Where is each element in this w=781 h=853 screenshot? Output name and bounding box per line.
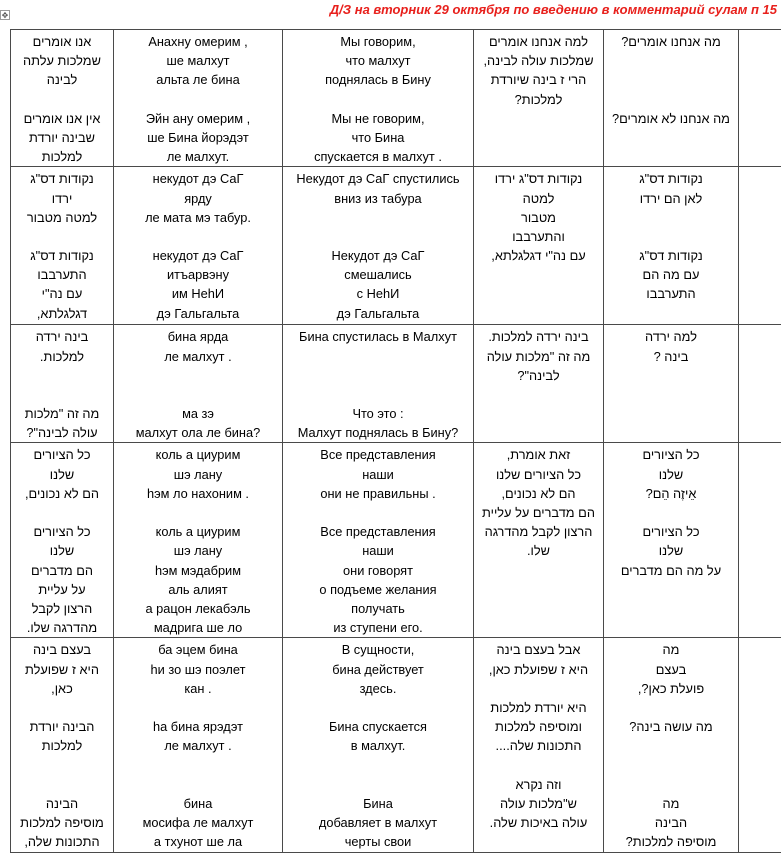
cell-line (13, 775, 111, 794)
cell-line: כל הציורים שלנו (476, 465, 601, 484)
cell-line: נקודות דס"ג (13, 169, 111, 188)
cell-line: смешались (285, 265, 471, 284)
transliteration-cell[interactable] (114, 30, 283, 167)
cell-line (116, 227, 280, 246)
cell-line: התכונות שלה, (13, 832, 111, 851)
cell-line (285, 227, 471, 246)
cell-line: שמלכות עלתה (13, 51, 111, 70)
transliteration-cell[interactable] (114, 443, 283, 638)
page-title: Д/З на вторник 29 октября по введению в комментарий сулам п 15 (330, 2, 777, 17)
cell-line (606, 70, 736, 89)
cell-line: hэм мэдабрим (116, 561, 280, 580)
cell-line: לבינה (13, 70, 111, 89)
cell-line: Эйн ану омерим , (116, 109, 280, 128)
cell-line: им НеһИ (116, 284, 280, 303)
cell-line: הם מדברים (13, 561, 111, 580)
table-row (11, 167, 781, 325)
cell-line (13, 503, 111, 522)
cell-line: נקודות דס"ג (13, 246, 111, 265)
cell-line (13, 385, 111, 404)
cell-line: Мы не говорим, (285, 109, 471, 128)
hebrew-answer-cell[interactable] (474, 638, 604, 852)
cell-line (13, 366, 111, 385)
question-cell[interactable] (604, 325, 739, 443)
cell-line: בינה ? (606, 347, 736, 366)
cell-line: hи зо шэ поэлет (116, 660, 280, 679)
cell-line (606, 90, 736, 109)
cell-line: мадрига ше ло (116, 618, 280, 637)
cell-line: ле малхут . (116, 347, 280, 366)
cell-line: מה עושה בינה? (606, 717, 736, 736)
cell-line: אין אנו אומרים (13, 109, 111, 128)
cell-line (476, 679, 601, 698)
hebrew-text-cell[interactable] (11, 638, 114, 852)
cell-line: ле мата мэ табур. (116, 208, 280, 227)
cell-line: נקודות דס"ג (606, 169, 736, 188)
cell-line: למטה (476, 189, 601, 208)
cell-line (285, 775, 471, 794)
cell-line (606, 227, 736, 246)
cell-line: шэ лану (116, 541, 280, 560)
cell-line: הבינה (606, 813, 736, 832)
cell-line: היא ז שפועלת (13, 660, 111, 679)
cell-line: זאת אומרת, (476, 445, 601, 464)
transliteration-cell[interactable] (114, 325, 283, 443)
cell-line: התערבבו (606, 284, 736, 303)
cell-line: Все представления (285, 445, 471, 464)
cell-line (116, 90, 280, 109)
cell-line: למטה מטבור (13, 208, 111, 227)
cell-line: Мы говорим, (285, 32, 471, 51)
russian-translation-cell[interactable] (283, 325, 474, 443)
hebrew-text-cell[interactable] (11, 167, 114, 325)
cell-line: ба эцем бина (116, 640, 280, 659)
cell-line (285, 208, 471, 227)
cell-line: ма зэ (116, 404, 280, 423)
cell-line: с НеһИ (285, 284, 471, 303)
cell-line: בינה ירדה (13, 327, 111, 346)
cell-line: כל הציורים (606, 522, 736, 541)
cell-line: малхут ола ле бина? (116, 423, 280, 442)
cell-line: בעצם בינה (13, 640, 111, 659)
table-row (11, 30, 781, 167)
cell-line: הרי ז בינה שיורדת (476, 70, 601, 89)
hebrew-answer-cell[interactable] (474, 443, 604, 638)
russian-translation-cell[interactable] (283, 30, 474, 167)
cell-line: ירדו (13, 189, 111, 208)
question-cell[interactable] (604, 443, 739, 638)
russian-translation-cell[interactable] (283, 638, 474, 852)
cell-line (285, 90, 471, 109)
cell-line: некудот дэ СаГ (116, 246, 280, 265)
cell-line: ש"מלכות עולה (476, 794, 601, 813)
cell-line: о подъеме желания (285, 580, 471, 599)
cell-line: למלכות (13, 736, 111, 755)
cell-line: Некудот дэ СаГ (285, 246, 471, 265)
cell-line: מה (606, 794, 736, 813)
cell-line: והתערבבו (476, 227, 601, 246)
transliteration-cell[interactable] (114, 167, 283, 325)
cell-line: Все представления (285, 522, 471, 541)
cell-line: התכונות שלה.... (476, 736, 601, 755)
cell-line: למה ירדה (606, 327, 736, 346)
russian-translation-cell[interactable] (283, 167, 474, 325)
table-row (11, 443, 781, 638)
cell-line: мосифа ле малхут (116, 813, 280, 832)
cell-line: כל הציורים (13, 522, 111, 541)
cell-line: על מה הם מדברים (606, 561, 736, 580)
table-row (11, 638, 781, 852)
cell-line: הם מדברים על עליית (476, 503, 601, 522)
hebrew-answer-cell[interactable] (474, 167, 604, 325)
cell-line: עולה באיכות שלה. (476, 813, 601, 832)
cell-line: ше Бина йорэдэт (116, 128, 280, 147)
cell-line: למלכות (13, 147, 111, 166)
cell-line (13, 90, 111, 109)
cell-line: למלכות? (476, 90, 601, 109)
table-row (11, 325, 781, 443)
cell-line: בעצם (606, 660, 736, 679)
cell-line: עם נה"י דגלגלתא, (476, 246, 601, 265)
cell-line: אבל בעצם בינה (476, 640, 601, 659)
cell-line: бина действует (285, 660, 471, 679)
empty-cell[interactable] (739, 325, 781, 443)
cell-line (606, 698, 736, 717)
hebrew-text-cell[interactable] (11, 325, 114, 443)
cell-line: hэм ло нахоним . (116, 484, 280, 503)
cell-line: В сущности, (285, 640, 471, 659)
cell-line (13, 227, 111, 246)
cell-line (116, 503, 280, 522)
cell-line: а тхунот ше ла (116, 832, 280, 851)
cell-line: שלנו (606, 541, 736, 560)
cell-line (285, 385, 471, 404)
cell-line (285, 756, 471, 775)
cell-line: לאן הם ירדו (606, 189, 736, 208)
cell-line: здесь. (285, 679, 471, 698)
cell-line (285, 347, 471, 366)
cell-line: על עליית (13, 580, 111, 599)
empty-cell[interactable] (739, 167, 781, 325)
cell-line: ומוסיפה למלכות (476, 717, 601, 736)
cell-line: Бина (285, 794, 471, 813)
cell-line: הם לא נכונים, (476, 484, 601, 503)
cell-line: кан . (116, 679, 280, 698)
hebrew-text-cell[interactable] (11, 30, 114, 167)
cell-line: вниз из табура (285, 189, 471, 208)
cell-line: Бина спускается (285, 717, 471, 736)
cell-line: אנו אומרים (13, 32, 111, 51)
cell-line (606, 51, 736, 70)
cell-line: שלו. (476, 541, 601, 560)
cell-line (116, 366, 280, 385)
transliteration-cell[interactable] (114, 638, 283, 852)
cell-line (13, 698, 111, 717)
cell-line: למלכות. (13, 347, 111, 366)
cell-line: וזה נקרא (476, 775, 601, 794)
cell-line: היא יורדת למלכות (476, 698, 601, 717)
cell-line: מה זה "מלכות (13, 404, 111, 423)
cell-line: что малхут (285, 51, 471, 70)
cell-line: поднялась в Бину (285, 70, 471, 89)
cell-line: наши (285, 541, 471, 560)
hebrew-text-cell[interactable] (11, 443, 114, 638)
cell-line: אֵיזֶה הֵם? (606, 484, 736, 503)
cell-line: ле малхут . (116, 736, 280, 755)
cell-line: черты свои (285, 832, 471, 851)
cell-line: альта ле бина (116, 70, 280, 89)
cell-line: נקודות דס"ג ירדו (476, 169, 601, 188)
cell-line: עם מה הם (606, 265, 736, 284)
cell-line (606, 208, 736, 227)
hebrew-answer-cell[interactable] (474, 325, 604, 443)
cell-line: hа бина ярэдэт (116, 717, 280, 736)
cell-line: в малхут. (285, 736, 471, 755)
cell-line: Некудот дэ СаГ спустились (285, 169, 471, 188)
cell-line: כאן, (13, 679, 111, 698)
cell-line: добавляет в малхут (285, 813, 471, 832)
cell-line: ле малхут. (116, 147, 280, 166)
cell-line: спускается в малхут . (285, 147, 471, 166)
cell-line: מה אנחנו אומרים? (606, 32, 736, 51)
cell-line: Анахну омерим , (116, 32, 280, 51)
cell-line: מה (606, 640, 736, 659)
cell-line (116, 775, 280, 794)
cell-line (285, 366, 471, 385)
cell-line (285, 503, 471, 522)
cell-line: некудот дэ СаГ (116, 169, 280, 188)
cell-line: שלנו (606, 465, 736, 484)
cell-line: מהדרגה שלו. (13, 618, 111, 637)
question-cell[interactable] (604, 638, 739, 852)
cell-line (116, 698, 280, 717)
question-cell[interactable] (604, 167, 739, 325)
cell-line: бина (116, 794, 280, 813)
cell-line (606, 756, 736, 775)
cell-line (285, 698, 471, 717)
cell-line: הרצון לקבל מהדרגה (476, 522, 601, 541)
cell-line: ше малхут (116, 51, 280, 70)
cell-line: בינה ירדה למלכות. (476, 327, 601, 346)
cell-line: дэ Гальгальта (285, 304, 471, 323)
cell-line: למה אנחנו אומרים (476, 32, 601, 51)
cell-line: коль а циурим (116, 445, 280, 464)
cell-line: что Бина (285, 128, 471, 147)
cell-line: פועלת כאן?, (606, 679, 736, 698)
cell-line: наши (285, 465, 471, 484)
cell-line: היא ז שפועלת כאן, (476, 660, 601, 679)
hebrew-answer-cell[interactable] (474, 30, 604, 167)
cell-line: נקודות דס"ג (606, 246, 736, 265)
cell-line: шэ лану (116, 465, 280, 484)
cell-line: מה אנחנו לא אומרים? (606, 109, 736, 128)
cell-line: הם לא נכונים, (13, 484, 111, 503)
cell-line (606, 503, 736, 522)
cell-line: שלנו (13, 465, 111, 484)
cell-line: Бина спустилась в Малхут (285, 327, 471, 346)
cell-line: Что это : (285, 404, 471, 423)
cell-line: коль а циурим (116, 522, 280, 541)
russian-translation-cell[interactable] (283, 443, 474, 638)
cell-line: מוסיפה למלכות (13, 813, 111, 832)
cell-line: бина ярда (116, 327, 280, 346)
cell-line (116, 756, 280, 775)
cell-line (13, 756, 111, 775)
cell-line: מה זה "מלכות עולה (476, 347, 601, 366)
table-move-handle-icon[interactable]: ✥ (0, 10, 10, 20)
cell-line: לבינה"? (476, 366, 601, 385)
cell-line: מטבור (476, 208, 601, 227)
cell-line: а рацон лекабэль (116, 599, 280, 618)
cell-line: שבינה יורדת (13, 128, 111, 147)
cell-line: дэ Гальгальта (116, 304, 280, 323)
cell-line: כל הציורים (606, 445, 736, 464)
cell-line: עם נה"י (13, 284, 111, 303)
cell-line: התערבבו (13, 265, 111, 284)
cell-line (476, 756, 601, 775)
cell-line (606, 736, 736, 755)
cell-line: Малхут поднялась в Бину? (285, 423, 471, 442)
cell-line: они говорят (285, 561, 471, 580)
cell-line: הבינה (13, 794, 111, 813)
homework-table (10, 29, 781, 853)
cell-line: שמלכות עולה לבינה, (476, 51, 601, 70)
cell-line: הרצון לקבל (13, 599, 111, 618)
cell-line: כל הציורים (13, 445, 111, 464)
question-cell[interactable] (604, 30, 739, 167)
cell-line: они не правильны . (285, 484, 471, 503)
cell-line (606, 775, 736, 794)
cell-line: ярду (116, 189, 280, 208)
empty-cell[interactable] (739, 638, 781, 852)
cell-line (116, 385, 280, 404)
cell-line: из ступени его. (285, 618, 471, 637)
cell-line: הבינה יורדת (13, 717, 111, 736)
empty-cell[interactable] (739, 30, 781, 167)
cell-line: עולה לבינה"? (13, 423, 111, 442)
cell-line: שלנו (13, 541, 111, 560)
cell-line: דגלגלתא, (13, 304, 111, 323)
cell-line: аль алият (116, 580, 280, 599)
cell-line: מוסיפה למלכות? (606, 832, 736, 851)
empty-cell[interactable] (739, 443, 781, 638)
cell-line: получать (285, 599, 471, 618)
cell-line: итъарвэну (116, 265, 280, 284)
